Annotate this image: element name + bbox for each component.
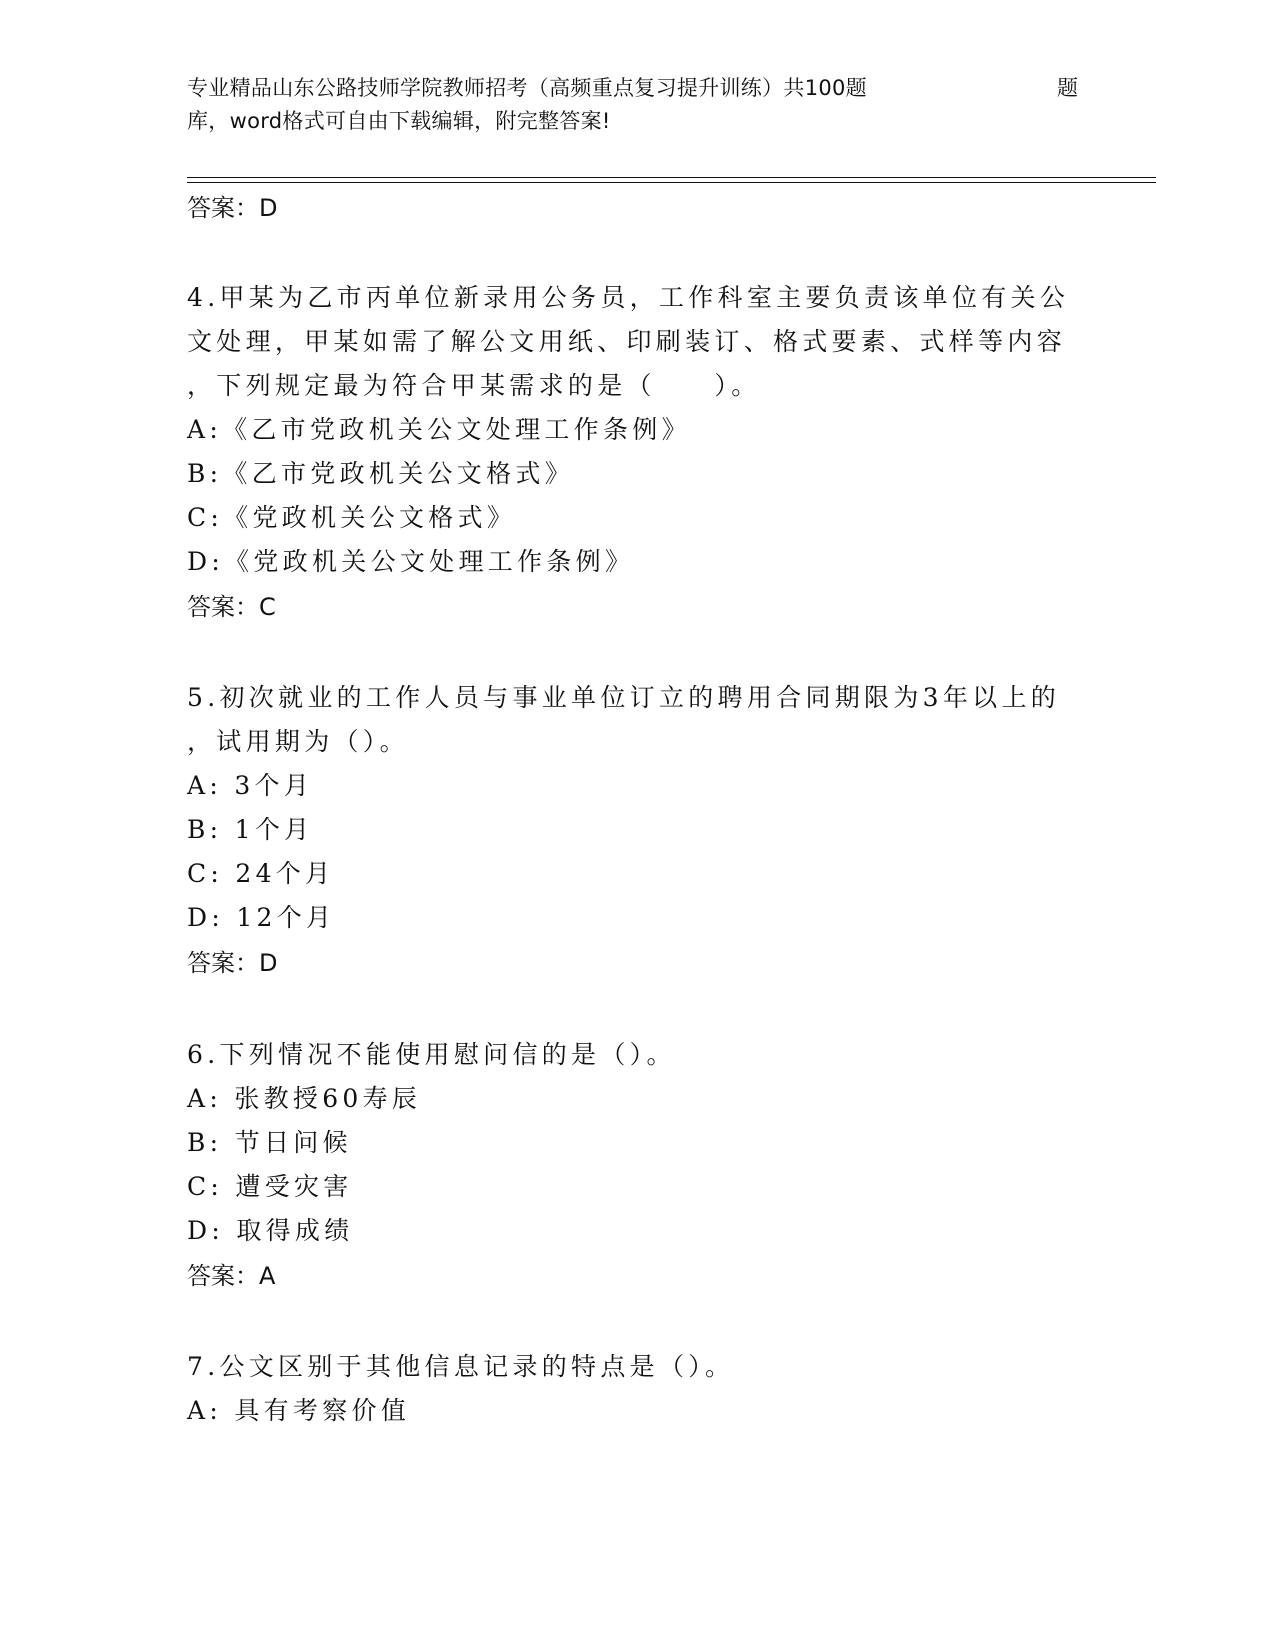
question-4-text-line-3: ，下列规定最为符合甲某需求的是（ ）。 [187,371,761,400]
header-title-line1 [187,72,1077,105]
question-6-option-a: A: 张教授60寿辰 [187,1084,422,1113]
question-5-option-d: D: 12个月 [187,903,336,932]
question-4-text-line-1: 4.甲某为乙市丙单位新录用公务员，工作科室主要负责该单位有关公 [187,283,1070,312]
question-4-option-c: C:《党政机关公文格式》 [187,503,517,532]
question-5-option-c: C: 24个月 [187,859,335,888]
header-rule-bottom [187,182,1156,183]
question-6-text-line-1: 6.下列情况不能使用慰问信的是（）。 [187,1040,676,1069]
question-7-text-line-1: 7.公文区别于其他信息记录的特点是（）。 [187,1352,735,1381]
question-6-option-b: B: 节日问候 [187,1128,352,1157]
question-4-option-a: A:《乙市党政机关公文处理工作条例》 [187,415,691,444]
question-5-text-line-1: 5.初次就业的工作人员与事业单位订立的聘用合同期限为3年以上的 [187,683,1061,712]
question-4-answer: 答案：C [187,593,276,621]
question-5-answer: 答案：D [187,949,278,977]
header-title-line2: 库，word格式可自由下载编辑，附完整答案! [187,109,611,133]
question-5-option-a: A: 3个月 [187,771,314,800]
question-6-option-c: C: 遭受灾害 [187,1172,353,1201]
question-4-option-d: D:《党政机关公文处理工作条例》 [187,547,635,576]
question-6-option-d: D: 取得成绩 [187,1216,354,1245]
header-rule-top [187,177,1156,178]
question-5-option-b: B: 1个月 [187,815,314,844]
header-title-tail: 题 [1057,76,1079,100]
header-title-text: 专业精品山东公路技师学院教师招考（高频重点复习提升训练）共100题 [187,76,867,100]
question-5-text-line-2: ，试用期为（）。 [187,727,409,756]
question-6-answer: 答案：A [187,1262,276,1290]
page-header [187,72,1077,138]
answer-previous: 答案：D [187,194,278,222]
question-4-text-line-2: 文处理，甲某如需了解公文用纸、印刷装订、格式要素、式样等内容 [187,327,1067,356]
question-7-option-a: A: 具有考察价值 [187,1396,411,1425]
question-4-option-b: B:《乙市党政机关公文格式》 [187,459,574,488]
